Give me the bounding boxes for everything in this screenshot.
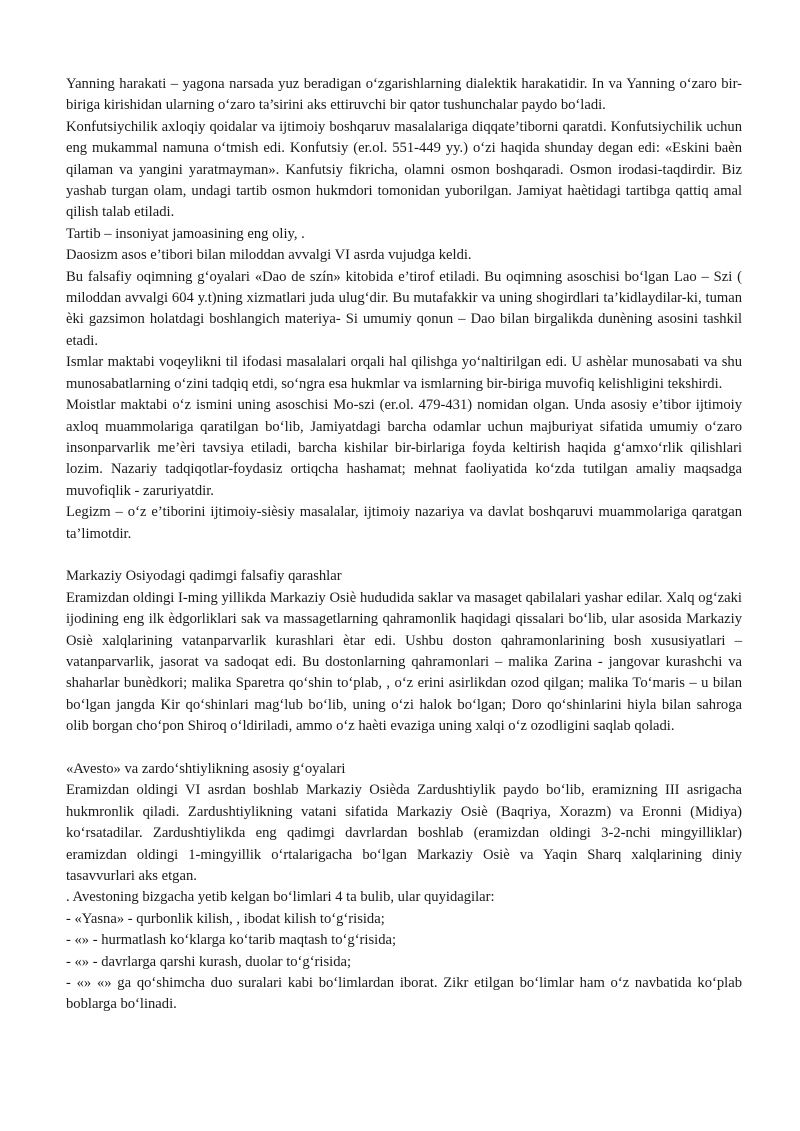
paragraph-zoroastrianism: Eramizdan oldingi VI asrdan boshlab Markaziy Osièda Zardushtiylik paydo bo‘lib, eramizning III asrigacha hukmronlik qiladi. Zardushtiylikning vatani sifatida Markaziy Osiè (Baqriya, Xorazm) va Eronni (Midiya) ko‘rsatadilar. Zardushtiylikda eng qadimgi davrlardan boshlab (eramizdan oldingi 3-2-nchi mingyilliklar) eramizdan oldingi 1-mingyillik o‘rtalarigacha bo‘lgan Markaziy Osiè va Yaqin Sharq xalqlarining diniy tasavvurlari aks etgan. [66,782,742,884]
paragraph-yin-yang: Yanning harakati – yagona narsada yuz beradigan o‘zgarishlarning dialektik harakatidir. In va Yanning o‘zaro bir-biriga kirishidan ularning o‘zaro ta’sirini aks ettiruvchi bir qator tushunchalar paydo bo‘ladi. [66,76,742,114]
paragraph-central-asia: Eramizdan oldingi I-ming yillikda Markaziy Osiè hududida saklar va masaget qabilalari yashar edilar. Xalq og‘zaki ijodining eng ilk èdgorliklari sak va massagetlarning qahramonlik haqidagi qissalari bo‘lib, ular asosida Markaziy Osiè xalqlarining vatanparvarlik kurashlari ètar edi. Ushbu doston qahramonlarining bosh xususiyatlari – vatanparvarlik, jasorat va sadoqat edi. Bu dostonlarning qahramonlari – malika Zarina - jangovar kurashchi va shaharlar bunèdkori; malika Sparetra qo‘shin to‘plab, , o‘z erini asirlikdan ozod qilgan; malika To‘maris – u bilan bo‘lgan jangda Kir qo‘shinlari mag‘lub bo‘lib, uning o‘zi halok bo‘lgan; Doro qo‘shinlarini hiyla bilan sahroga olib borgan cho‘pon Shiroq o‘ldiriladi, ammo o‘z haèti evaziga uning xalqi o‘z ozodligini saqlab qoladi. [66,589,742,735]
section-spacer [66,738,742,759]
paragraph-avesto-intro: . Avestoning bizgacha yetib kelgan bo‘limlari 4 ta bulib, ular quyidagilar: [66,889,495,906]
paragraph-confucianism: Konfutsiychilik axloqiy qoidalar va ijtimoiy boshqaruv masalalariga diqqate’tiborni qaratdi. Konfutsiychilik uchun eng mukammal namuna o‘tmish edi. Konfutsiy (er.ol. 551-449 yy.) o‘zi haqida shunday degan edi: «Eskini baèn qilaman va yangini yaratmayman». Kanfutsiy fikricha, olamni osmon boshqaradi. Osmon irodasi-taqdirdir. Biz yashab turgan olam, undagi tartib osmon hukmdori tomonidan yuborilgan. Jamiyat haètidagi tartibga qattiq amal qilish talab etiladi. [66,118,742,221]
document-page [66,74,742,1016]
list-item: - «» - davrlarga qarshi kurash, duolar to‘g‘risida; [66,953,352,970]
paragraph-daoism: Daosizm asos e’tibori bilan miloddan avvalgi VI asrda vujudga keldi. [66,247,472,264]
paragraph-dao-de-szin: Bu falsafiy oqimning g‘oyalari «Dao de szín» kitobida e’tirof etiladi. Bu oqimning asoschisi bo‘lgan Lao – Szi ( miloddan avvalgi 604 y.t)ning xizmatlari juda ulug‘dir. Bu mutafakkir va uning shogirdlari ta’kidlaydilar-ki, tuman èki gazsimon holatdagi boshlangich materiya- Si umumiy qonun – Dao bilan birgalikda dunèning asosini tashkil etadi. [66,268,742,349]
paragraph-names-school: Ismlar maktabi voqeylikni til ifodasi masalalari orqali hal qilishga yo‘naltirilgan edi. U ashèlar munosabati va shu munosabatlarning o‘zini tadqiq etdi, so‘ngra esa hukmlar va ismlarning bir-biriga muvofiq kelishligini tekshirdi. [66,354,742,392]
section-heading-central-asia: Markaziy Osiyodagi qadimgi falsafiy qarashlar [66,568,342,585]
list-item: - «» - hurmatlash ko‘klarga ko‘tarib maqtash to‘g‘risida; [66,932,397,949]
section-heading-avesto: «Avesto» va zardo‘shtiylikning asosiy g‘oyalari [66,760,346,777]
paragraph-order: Tartib – insoniyat jamoasining eng oliy, . [66,225,305,242]
list-item: - «Yasna» - qurbonlik kilish, , ibodat kilish to‘g‘risida; [66,910,385,927]
section-spacer [66,545,742,566]
paragraph-mohism: Moistlar maktabi o‘z ismini uning asoschisi Mo-szi (er.ol. 479-431) nomidan olgan. Unda asosiy e’tibor ijtimoiy axloq muammolariga qaratilgan bo‘lib, Jamiyatdagi barcha odamlar uchun majburiyat sifatida umumiy o‘zaro insonparvarlik me’èri tavsiya etiladi, barcha kishilar bir-birlariga foyda keltirish haqida g‘amxo‘rlik qilishlari lozim. Nazariy tadqiqotlar-foydasiz ortiqcha hashamat; mehnat faoliyatida ko‘zda tutilgan amaliy maqsadga muvofiqlik - zaruriyatdir. [66,397,742,499]
list-item: - «» «» ga qo‘shimcha duo suralari kabi bo‘limlardan iborat. Zikr etilgan bo‘limlar ham o‘z navbatida ko‘plab boblarga bo‘linadi. [66,975,742,1013]
paragraph-legalism: Legizm – o‘z e’tiborini ijtimoiy-sièsiy masalalar, ijtimoiy nazariya va davlat boshqaruvi muammolariga qaratgan ta’limotdir. [66,504,742,542]
